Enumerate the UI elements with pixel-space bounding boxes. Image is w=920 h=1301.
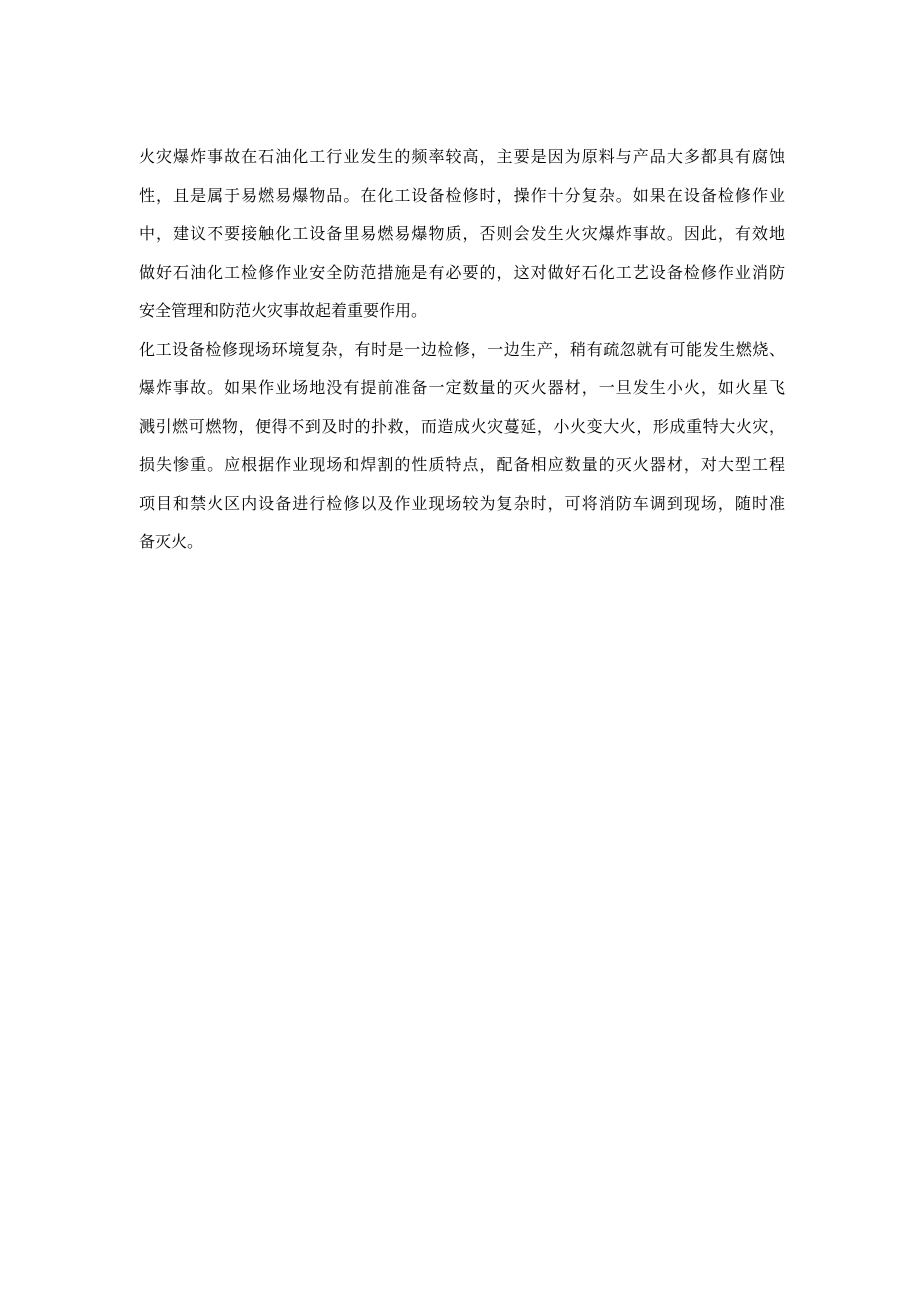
paragraph-line: 备灭火。: [139, 532, 204, 551]
paragraph-line: 损失惨重。应根据作业现场和焊割的性质特点，配备相应数量的灭火器材，对大型工程: [139, 455, 785, 474]
paragraph-line: 化工设备检修现场环境复杂，有时是一边检修，一边生产，稍有疏忽就有可能发生燃烧、: [139, 339, 785, 359]
paragraph-1: [139, 138, 785, 331]
document-body: [139, 138, 785, 562]
paragraph-line: 安全管理和防范火灾事故起着重要作用。: [139, 301, 428, 320]
paragraph-line: 项目和禁火区内设备进行检修以及作业现场较为复杂时，可将消防车调到现场，随时准: [139, 493, 785, 513]
paragraph-line: 爆炸事故。如果作业场地没有提前准备一定数量的灭火器材，一旦发生小火，如火星飞: [139, 378, 785, 397]
paragraph-line: 火灾爆炸事故在石油化工行业发生的频率较高，主要是因为原料与产品大多都具有腐蚀: [139, 147, 785, 166]
paragraph-line: 性，且是属于易燃易爆物品。在化工设备检修时，操作十分复杂。如果在设备检修作业: [139, 185, 785, 205]
paragraph-line: 中，建议不要接触化工设备里易燃易爆物质，否则会发生火灾爆炸事故。因此，有效地: [139, 224, 785, 243]
paragraph-2: [139, 331, 785, 562]
paragraph-line: 溅引燃可燃物，便得不到及时的扑救，而造成火灾蔓延，小火变大火，形成重特大火灾，: [139, 416, 785, 436]
paragraph-line: 做好石油化工检修作业安全防范措施是有必要的，这对做好石化工艺设备检修作业消防: [139, 262, 785, 282]
